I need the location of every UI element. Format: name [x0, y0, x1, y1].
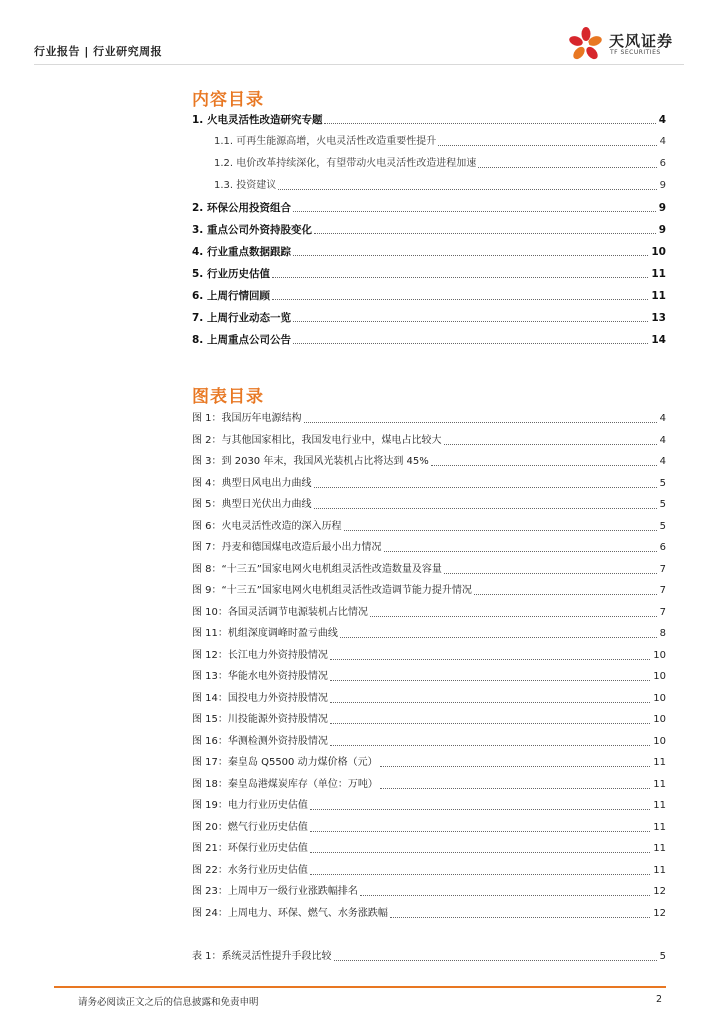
entry-label: 8. 上周重点公司公告 [192, 334, 291, 346]
figure-entry[interactable] [192, 883, 666, 899]
entry-label: 图 3：到 2030 年末，我国风光装机占比将达到 45% [192, 456, 429, 467]
entry-page-number: 10 [653, 735, 666, 747]
entry-page-number: 9 [658, 202, 666, 214]
dot-leader [340, 637, 657, 638]
dot-leader [314, 233, 656, 234]
dot-leader [344, 530, 657, 531]
entry-label: 表 1：系统灵活性提升手段比较 [192, 951, 332, 962]
figure-entry[interactable] [192, 733, 666, 749]
entry-label: 图 7：丹麦和德国煤电改造后最小出力情况 [192, 542, 382, 553]
dot-leader [431, 465, 657, 466]
entry-label: 图 18：秦皇岛港煤炭库存（单位：万吨） [192, 778, 378, 790]
figure-entry[interactable] [192, 453, 666, 469]
entry-page-number: 4 [659, 413, 666, 424]
dot-leader [334, 960, 657, 961]
toc-entry[interactable] [214, 155, 666, 171]
entry-page-number: 10 [653, 714, 666, 725]
figure-entry[interactable] [192, 840, 666, 856]
entry-label: 图 16：华测检测外资持股情况 [192, 735, 328, 747]
entry-page-number: 10 [653, 671, 666, 682]
entry-page-number: 11 [653, 864, 666, 876]
entry-page-number: 7 [659, 585, 666, 596]
figure-entry[interactable] [192, 797, 666, 813]
entry-page-number: 11 [651, 290, 666, 302]
figure-entry[interactable] [192, 948, 666, 964]
figure-entry[interactable] [192, 905, 666, 921]
dot-leader [310, 874, 650, 875]
figure-entry[interactable] [192, 862, 666, 878]
entry-label: 图 14：国投电力外资持股情况 [192, 692, 328, 704]
dot-leader [310, 809, 650, 810]
toc-entry[interactable] [192, 309, 666, 325]
entry-page-number: 5 [659, 951, 666, 962]
entry-label: 图 8：“十三五”国家电网火电机组灵活性改造数量及容量 [192, 563, 442, 575]
dot-leader [293, 321, 648, 322]
entry-label: 图 19：电力行业历史估值 [192, 800, 308, 811]
dot-leader [474, 594, 657, 595]
dot-leader [380, 788, 650, 789]
entry-page-number: 10 [651, 246, 666, 258]
dot-leader [304, 422, 657, 423]
entry-label: 图 4：典型日风电出力曲线 [192, 477, 312, 489]
toc-entry[interactable] [192, 199, 666, 215]
dot-leader [330, 702, 650, 703]
entry-page-number: 11 [653, 778, 666, 790]
dot-leader [310, 852, 650, 853]
toc-entry[interactable] [214, 133, 666, 149]
figure-entry[interactable] [192, 668, 666, 684]
entry-label: 图 9：“十三五”国家电网火电机组灵活性改造调节能力提升情况 [192, 585, 472, 596]
entry-page-number: 7 [659, 563, 666, 575]
entry-page-number: 9 [658, 224, 666, 236]
logo-name: 天风证券 [609, 32, 674, 50]
dot-leader [330, 723, 650, 724]
entry-label: 图 13：华能水电外资持股情况 [192, 671, 328, 682]
entry-page-number: 4 [659, 434, 666, 446]
entry-page-number: 11 [653, 821, 666, 833]
figure-entry[interactable] [192, 410, 666, 426]
dot-leader [438, 145, 656, 146]
dot-leader [293, 255, 648, 256]
figure-entry[interactable] [192, 604, 666, 620]
toc-entry[interactable] [192, 265, 666, 281]
figure-entry[interactable] [192, 647, 666, 663]
figure-entry[interactable] [192, 475, 666, 491]
dot-leader [330, 745, 650, 746]
dot-leader [293, 211, 656, 212]
toc-entry[interactable] [192, 111, 666, 127]
entry-page-number: 9 [659, 180, 666, 191]
dot-leader [360, 895, 650, 896]
figure-entry[interactable] [192, 776, 666, 792]
toc-title: 内容目录 [192, 90, 264, 110]
entry-label: 1.3. 投资建议 [214, 180, 277, 191]
entry-label: 1.2. 电价改革持续深化，有望带动火电灵活性改造进程加速 [214, 158, 477, 169]
entry-page-number: 11 [651, 268, 666, 280]
figure-entry[interactable] [192, 711, 666, 727]
dot-leader [324, 123, 655, 124]
entry-page-number: 6 [659, 158, 666, 169]
entry-page-number: 5 [659, 477, 666, 489]
entry-label: 图 12：长江电力外资持股情况 [192, 649, 328, 661]
dot-leader [384, 551, 657, 552]
figure-entry[interactable] [192, 625, 666, 641]
dot-leader [444, 573, 657, 574]
toc-entry[interactable] [214, 177, 666, 193]
dot-leader [380, 766, 651, 767]
entry-label: 2. 环保公用投资组合 [192, 202, 291, 214]
entry-page-number: 6 [659, 542, 666, 553]
figure-entry[interactable] [192, 432, 666, 448]
entry-label: 1.1. 可再生能源高增，火电灵活性改造重要性提升 [214, 136, 437, 147]
entry-page-number: 14 [651, 334, 666, 346]
figure-entry[interactable] [192, 518, 666, 534]
logo-subtitle: TF SECURITIES [610, 49, 661, 56]
footer-disclaimer: 请务必阅读正文之后的信息披露和免责申明 [78, 997, 259, 1008]
entry-label: 3. 重点公司外资持股变化 [192, 224, 312, 236]
figure-entry[interactable] [192, 539, 666, 555]
entry-page-number: 13 [651, 312, 666, 324]
entry-page-number: 5 [659, 499, 666, 510]
toc-entry[interactable] [192, 331, 666, 347]
flower-logo-icon [568, 26, 604, 62]
entry-label: 4. 行业重点数据跟踪 [192, 246, 291, 258]
dot-leader [314, 508, 657, 509]
entry-page-number: 4 [659, 136, 666, 147]
dot-leader [314, 487, 657, 488]
company-logo [568, 26, 688, 62]
figures-title: 图表目录 [192, 387, 264, 407]
entry-label: 图 22：水务行业历史估值 [192, 864, 308, 876]
dot-leader [272, 277, 648, 278]
dot-leader [444, 444, 657, 445]
entry-label: 1. 火电灵活性改造研究专题 [192, 114, 323, 126]
dot-leader [310, 831, 650, 832]
toc-entry[interactable] [192, 287, 666, 303]
header-title: 行业报告 | 行业研究周报 [34, 45, 163, 58]
figure-entry[interactable] [192, 561, 666, 577]
dot-leader [293, 343, 648, 344]
entry-label: 6. 上周行情回顾 [192, 290, 270, 302]
dot-leader [272, 299, 648, 300]
header-divider [34, 64, 684, 65]
entry-label: 图 5：典型日光伏出力曲线 [192, 499, 312, 510]
entry-page-number: 10 [653, 692, 666, 704]
dot-leader [330, 680, 650, 681]
entry-page-number: 4 [658, 114, 666, 126]
entry-label: 图 2：与其他国家相比，我国发电行业中，煤电占比较大 [192, 434, 442, 446]
entry-label: 图 11：机组深度调峰时盈亏曲线 [192, 628, 338, 639]
entry-label: 图 24：上周电力、环保、燃气、水务涨跌幅 [192, 907, 388, 919]
toc-entry[interactable] [192, 221, 666, 237]
entry-label: 7. 上周行业动态一览 [192, 312, 291, 324]
entry-label: 图 20：燃气行业历史估值 [192, 821, 308, 833]
dot-leader [330, 659, 650, 660]
page-number: 2 [656, 994, 663, 1005]
entry-page-number: 7 [659, 606, 666, 618]
entry-label: 图 23：上周申万一级行业涨跌幅排名 [192, 886, 358, 897]
entry-page-number: 12 [653, 886, 666, 897]
figure-entry[interactable] [192, 754, 666, 770]
entry-page-number: 11 [653, 757, 666, 768]
dot-leader [278, 189, 656, 190]
entry-page-number: 10 [653, 649, 666, 661]
figure-entry[interactable] [192, 582, 666, 598]
entry-label: 图 6：火电灵活性改造的深入历程 [192, 520, 342, 532]
entry-label: 图 17：秦皇岛 Q5500 动力煤价格（元） [192, 757, 378, 768]
entry-label: 图 15：川投能源外资持股情况 [192, 714, 328, 725]
dot-leader [390, 917, 650, 918]
figure-entry[interactable] [192, 819, 666, 835]
toc-entry[interactable] [192, 243, 666, 259]
dot-leader [370, 616, 657, 617]
entry-page-number: 11 [653, 843, 666, 854]
entry-page-number: 12 [653, 907, 666, 919]
footer-divider [54, 986, 666, 988]
figure-entry[interactable] [192, 496, 666, 512]
dot-leader [478, 167, 656, 168]
entry-page-number: 4 [659, 456, 666, 467]
entry-page-number: 8 [659, 628, 666, 639]
entry-page-number: 11 [653, 800, 666, 811]
entry-label: 5. 行业历史估值 [192, 268, 270, 280]
entry-label: 图 10：各国灵活调节电源装机占比情况 [192, 606, 368, 618]
entry-label: 图 21：环保行业历史估值 [192, 843, 308, 854]
figure-entry[interactable] [192, 690, 666, 706]
entry-page-number: 5 [659, 520, 666, 532]
entry-label: 图 1：我国历年电源结构 [192, 413, 302, 424]
